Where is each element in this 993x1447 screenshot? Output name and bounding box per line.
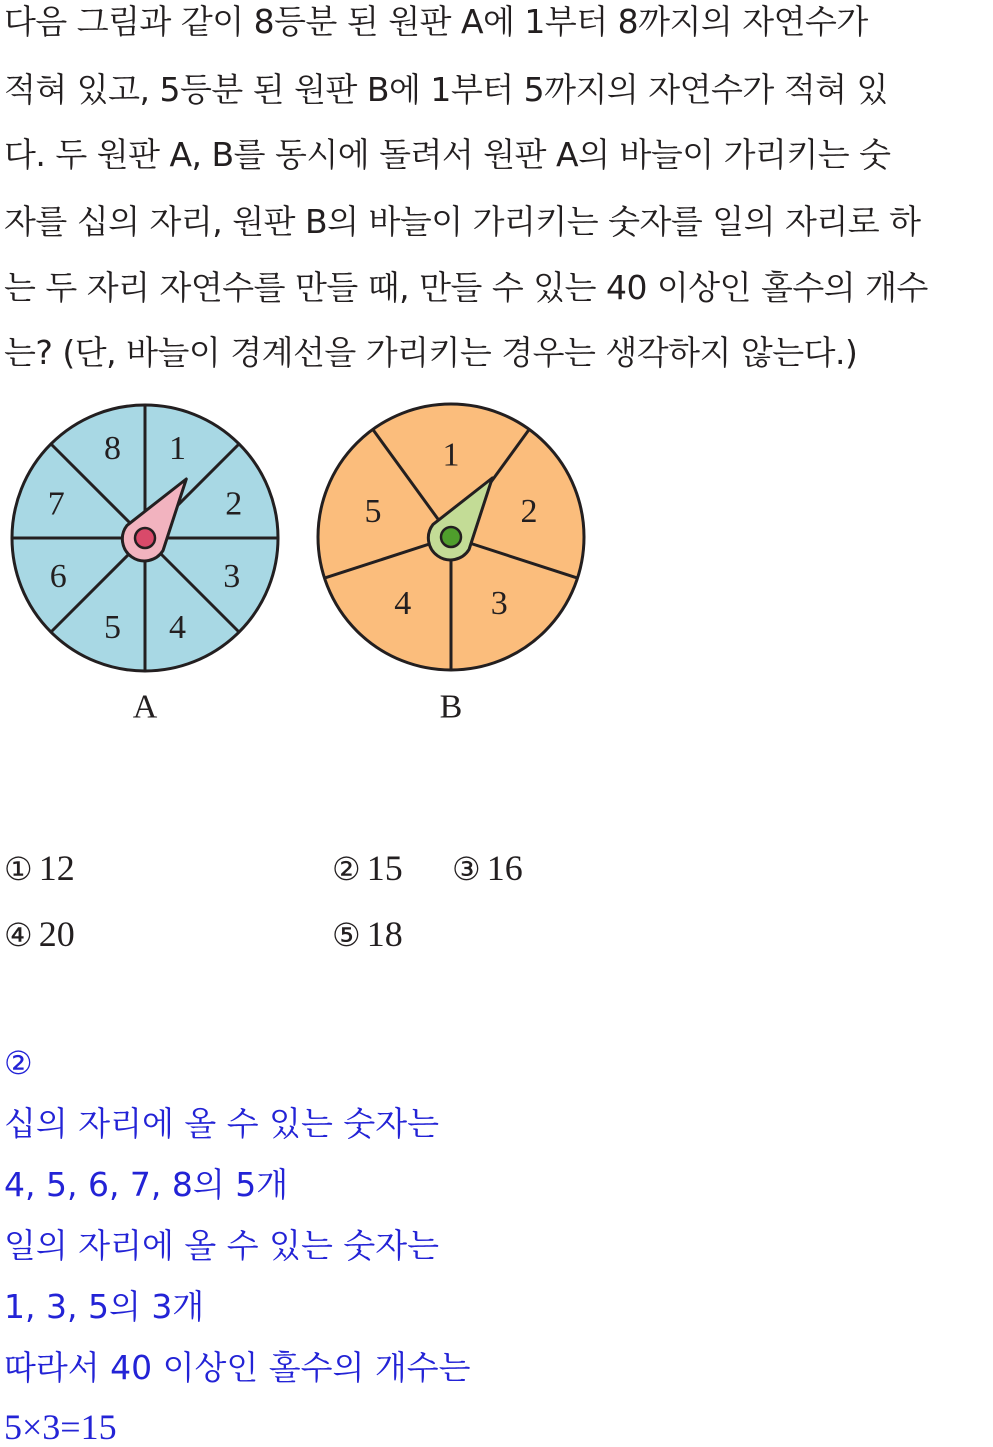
disk-a-number-6: 6 — [49, 558, 67, 596]
solution-line-6: 5×3=15 — [4, 1407, 117, 1447]
disk-b — [318, 404, 584, 726]
choice-5-mark: ⑤ — [332, 916, 361, 954]
choice-3-mark: ③ — [452, 850, 481, 888]
disk-b-number-4: 4 — [394, 584, 412, 622]
disk-a-label: A — [132, 688, 158, 726]
disk-a-number-1: 1 — [169, 430, 186, 468]
spinner-figure — [0, 395, 993, 735]
question-line-5: 는 두 자리 자연수를 만들 때, 만들 수 있는 40 이상인 홀수의 개수 — [4, 268, 928, 307]
choice-2[interactable] — [332, 848, 403, 889]
question-line-4: 자를 십의 자리, 원판 B의 바늘이 가리키는 숫자를 일의 자리로 하 — [4, 202, 921, 241]
disk-a-number-3: 3 — [223, 558, 241, 596]
choice-4-mark: ④ — [4, 916, 33, 954]
choice-5-value: 18 — [366, 914, 403, 954]
solution-line-2: 4, 5, 6, 7, 8의 5개 — [4, 1165, 289, 1204]
choice-3[interactable] — [452, 848, 523, 889]
disk-a — [12, 405, 278, 726]
disk-a-number-5: 5 — [104, 608, 121, 646]
question-line-1: 다음 그림과 같이 8등분 된 원판 A에 1부터 8까지의 자연수가 — [4, 2, 868, 41]
question-line-2: 적혀 있고, 5등분 된 원판 B에 1부터 5까지의 자연수가 적혀 있 — [4, 70, 888, 109]
choice-5[interactable] — [332, 914, 403, 955]
disk-a-number-8: 8 — [104, 430, 121, 468]
disk-b-number-3: 3 — [490, 584, 508, 622]
solution-line-3: 일의 자리에 올 수 있는 숫자는 — [4, 1226, 439, 1265]
disk-a-number-7: 7 — [47, 485, 65, 523]
choice-2-value: 15 — [366, 848, 403, 888]
choice-4-value: 20 — [38, 914, 75, 954]
choice-4[interactable] — [4, 914, 75, 955]
choice-2-mark: ② — [332, 850, 361, 888]
solution-line-4: 1, 3, 5의 3개 — [4, 1287, 205, 1326]
solution-line-1: 십의 자리에 올 수 있는 숫자는 — [4, 1104, 439, 1143]
choice-1-mark: ① — [4, 850, 33, 888]
disk-b-number-5: 5 — [364, 493, 382, 531]
disk-a-number-4: 4 — [169, 608, 186, 646]
disk-a-needle-dot — [135, 528, 155, 548]
question-line-6: 는? (단, 바늘이 경계선을 가리키는 경우는 생각하지 않는다.) — [4, 333, 858, 372]
choice-1[interactable] — [4, 848, 75, 889]
disk-b-number-1: 1 — [442, 436, 460, 474]
solution-line-5: 따라서 40 이상인 홀수의 개수는 — [4, 1348, 471, 1387]
disk-b-number-2: 2 — [520, 493, 538, 531]
choice-1-value: 12 — [38, 848, 75, 888]
question-line-3: 다. 두 원판 A, B를 동시에 돌려서 원판 A의 바늘이 가리키는 숫 — [4, 135, 891, 174]
disk-a-number-2: 2 — [225, 485, 243, 523]
choice-3-value: 16 — [486, 848, 523, 888]
solution-answer-mark: ② — [4, 1044, 33, 1082]
disk-b-needle-dot — [441, 527, 461, 547]
disk-b-label: B — [439, 688, 463, 726]
